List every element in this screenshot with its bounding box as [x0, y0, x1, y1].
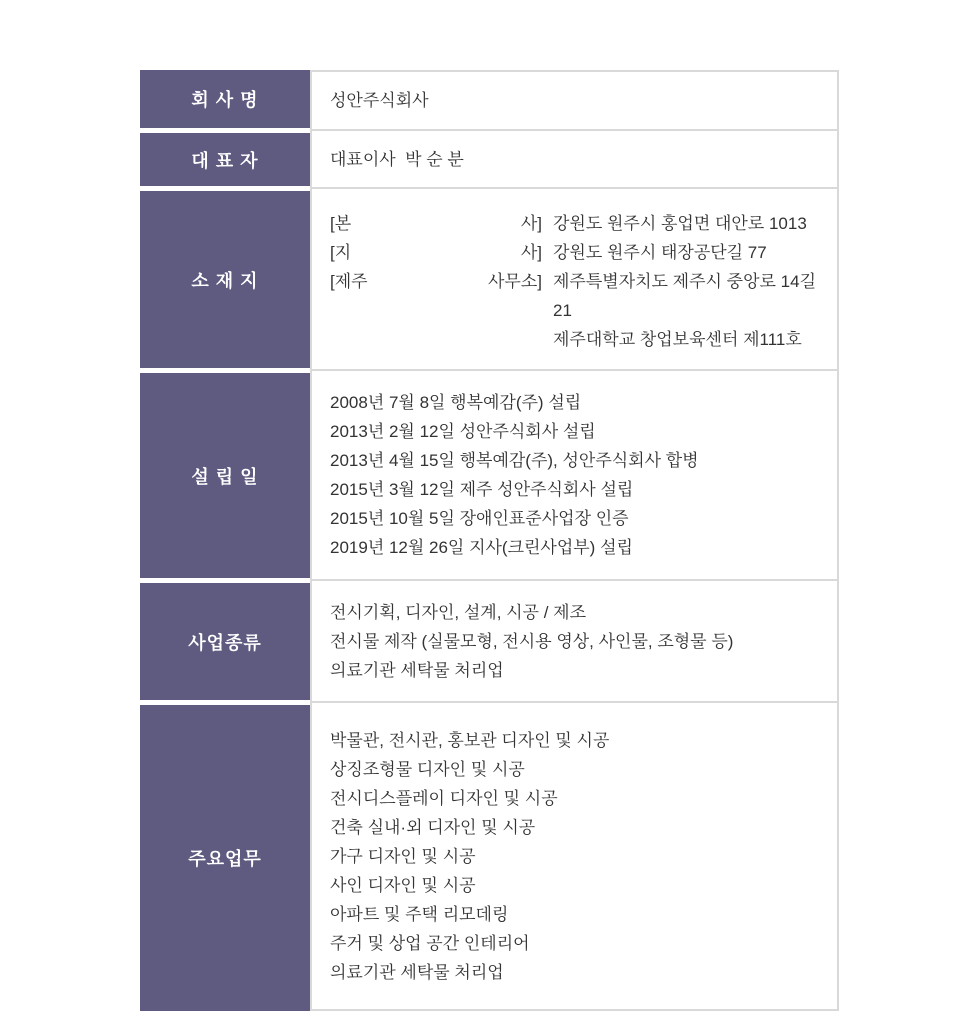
content-line — [330, 267, 827, 325]
line-text: 건축 실내·외 디자인 및 시공 — [330, 817, 536, 837]
line-text: 전시기획, 디자인, 설계, 시공 / 제조 — [330, 602, 586, 622]
line-text: 성안주식회사 — [330, 91, 429, 110]
line-text: 2015년 3월 12일 제주 성안주식회사 설립 — [330, 480, 634, 499]
address-bracket — [330, 267, 542, 296]
content-line — [330, 900, 827, 929]
company-info-table — [140, 70, 839, 1011]
line-text: 2013년 2월 12일 성안주식회사 설립 — [330, 422, 596, 441]
content-line — [330, 842, 827, 871]
content-line — [330, 209, 827, 238]
bracket-left: [지 — [330, 243, 352, 262]
content-line — [330, 145, 827, 174]
line-text: 2013년 4월 15일 행복예감(주), 성안주식회사 합병 — [330, 451, 699, 470]
line-text: 가구 디자인 및 시공 — [330, 846, 476, 866]
content-line — [330, 784, 827, 813]
content-line — [330, 929, 827, 958]
line-text: 전시디스플레이 디자인 및 시공 — [330, 788, 558, 808]
content-line — [330, 238, 827, 267]
content-line — [330, 627, 827, 656]
content-line — [330, 871, 827, 900]
content-line — [330, 813, 827, 842]
table-row — [140, 189, 839, 371]
row-content — [310, 703, 839, 1011]
line-text: 아파트 및 주택 리모데링 — [330, 904, 509, 924]
line-text: 강원도 원주시 홍업면 대안로 1013 — [553, 214, 807, 233]
row-content — [310, 189, 839, 371]
table-row — [140, 70, 839, 131]
row-label: 대 표 자 — [140, 133, 310, 186]
line-text: 2008년 7월 8일 행복예감(주) 설립 — [330, 393, 582, 412]
bracket-left: [제주 — [330, 272, 368, 291]
table-row — [140, 581, 839, 703]
content-line — [330, 388, 827, 417]
row-label: 주요업무 — [140, 705, 310, 1011]
line-text: 제주대학교 창업보육센터 제111호 — [553, 330, 802, 349]
row-label: 소 재 지 — [140, 191, 310, 368]
address-bracket — [330, 238, 542, 267]
table-row — [140, 371, 839, 581]
bracket-left: [본 — [330, 214, 352, 233]
row-content — [310, 371, 839, 581]
line-text: 박물관, 전시관, 홍보관 디자인 및 시공 — [330, 730, 610, 750]
line-text: 대표이사 박 순 분 — [330, 149, 464, 169]
content-line — [330, 533, 827, 562]
row-content — [310, 131, 839, 189]
line-text: 사인 디자인 및 시공 — [330, 875, 476, 895]
line-text: 제주특별자치도 제주시 중앙로 14길 21 — [553, 272, 821, 320]
content-line — [330, 958, 827, 987]
row-content — [310, 70, 839, 131]
table-row — [140, 131, 839, 189]
content-line — [330, 446, 827, 475]
line-text: 전시물 제작 (실물모형, 전시용 영상, 사인물, 조형물 등) — [330, 631, 734, 651]
row-content — [310, 581, 839, 703]
content-line — [330, 598, 827, 627]
content-line — [330, 325, 827, 354]
line-text: 의료기관 세탁물 처리업 — [330, 660, 504, 680]
line-text: 주거 및 상업 공간 인테리어 — [330, 933, 530, 953]
address-bracket — [330, 209, 542, 238]
row-label: 사업종류 — [140, 583, 310, 700]
content-line — [330, 755, 827, 784]
row-label: 회 사 명 — [140, 70, 310, 128]
content-line — [330, 475, 827, 504]
bracket-right: 사] — [520, 243, 542, 262]
content-line — [330, 656, 827, 685]
line-text: 2015년 10월 5일 장애인표준사업장 인증 — [330, 509, 629, 528]
content-line — [330, 417, 827, 446]
bracket-right: 사] — [520, 214, 542, 233]
table-row — [140, 703, 839, 1011]
line-text: 2019년 12월 26일 지사(크린사업부) 설립 — [330, 538, 633, 557]
bracket-right: 사무소] — [488, 272, 542, 291]
content-line — [330, 726, 827, 755]
content-line — [330, 86, 827, 115]
row-label: 설 립 일 — [140, 373, 310, 578]
line-text: 의료기관 세탁물 처리업 — [330, 962, 504, 982]
line-text: 상징조형물 디자인 및 시공 — [330, 759, 525, 779]
line-text: 강원도 원주시 태장공단길 77 — [553, 243, 767, 262]
content-line — [330, 504, 827, 533]
